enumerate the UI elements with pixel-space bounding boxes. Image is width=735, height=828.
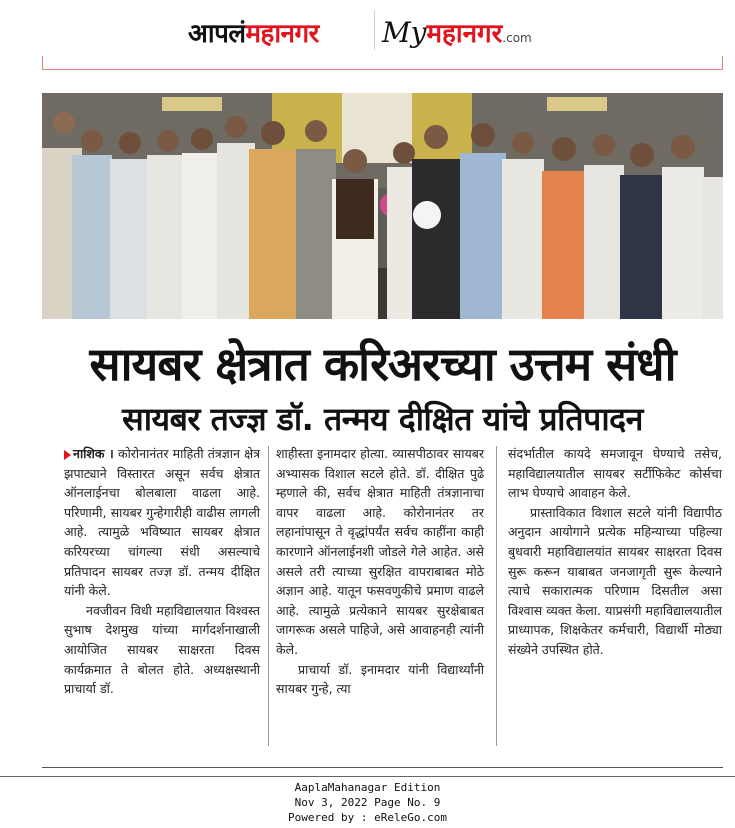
footer-edition: AaplaMahanagar Edition (294, 781, 441, 794)
logo-left-part-a: आपलं (188, 19, 246, 49)
logo-divider (374, 10, 375, 50)
apla-mahanagar-logo[interactable] (188, 14, 319, 50)
column-1-paragraph-1 (64, 444, 260, 601)
column-divider (268, 446, 269, 746)
footer (0, 780, 735, 825)
logo-right-mahanagar: महानगर (426, 19, 503, 49)
subheadline: सायबर तज्ज्ञ डॉ. तन्मय दीक्षित यांचे प्रतिपादन (122, 400, 643, 438)
group-photo-illustration (42, 93, 723, 319)
column-1-paragraph-2: नवजीवन विधी महाविद्यालयात विश्वस्त सुभाष देशमुख यांच्या मार्गदर्शनाखाली आयोजित सायबर साक्षरता दिवस कार्यक्रमात ते बोलत होते. अध्यक्षस्थानी प्राचार्या डॉ. (64, 602, 260, 697)
group-photo (42, 93, 723, 319)
logo-left-part-b: महानगर (245, 19, 319, 49)
column-3-paragraph-1: संदर्भातील कायदे समजावून घेण्याचे तसेच, महाविद्यालयातील सायबर सर्टीफिकेट कोर्सचा लाभ घेण्याचे आवाहन केले. (508, 446, 722, 501)
masthead (0, 0, 735, 68)
footer-rule (0, 776, 735, 777)
article-column-3 (508, 444, 722, 660)
column-divider (496, 446, 497, 746)
article-column-1 (64, 444, 260, 699)
dateline-marker-icon (64, 450, 71, 460)
footer-powered-by[interactable]: Powered by : eReleGo.com (288, 811, 447, 824)
footer-date-page: Nov 3, 2022 Page No. 9 (294, 796, 441, 809)
article-bottom-rule (42, 767, 723, 768)
logo-right-my: My (382, 16, 427, 49)
dateline: नाशिक । (73, 446, 114, 461)
column-2-paragraph-1: शाहीस्ता इनामदार होत्या. व्यासपीठावर सायबर अभ्यासक विशाल सटले होते. डॉ. दीक्षित पुढे म्हणाले की, सर्वच क्षेत्रात माहिती तंत्रज्ञानाचा वापर वाढला आहे. कोरोनानंतर तर लहानांपासून ते वृद्धांपर्यंत सर्वच काहींना काही कारणाने ऑनलाईनशी जोडले गेले आहेत. असे असले तरी त्याच्या सुरक्षित वापराबाबत मोठे अज्ञान आहे. यातून फसवणुकीचे प्रमाण वाढले आहे. त्यामुळे प्रत्येकाने सायबर सुरक्षेबाबत जागरूक असले पाहिजे, असे आवाहनही त्यांनी केले. (276, 446, 484, 657)
headline: सायबर क्षेत्रात करिअरच्या उत्तम संधी (89, 337, 676, 391)
logo-right-domain: .com (502, 31, 532, 45)
article-column-2 (276, 444, 484, 699)
column-1-paragraph-1-text: कोरोनानंतर माहिती तंत्रज्ञान क्षेत्र झपाट्याने विस्तारत असून सर्वच क्षेत्रात ऑनलाईनचा बोलबाला वाढला आहे. परिणामी, सायबर गुन्हेगारीही वाढीस लागली आहे. त्यामुळे भविष्यात सायबर क्षेत्रात करियरच्या चांगल्या संधी असल्याचे प्रतिपादन सायबर तज्ज्ञ डॉ. तन्मय दीक्षित यांनी केले. (64, 446, 261, 599)
column-2-paragraph-2: प्राचार्या डॉ. इनामदार यांनी विद्यार्थ्यांनी सायबर गुन्हे, त्या (276, 661, 484, 697)
header-frame (42, 56, 723, 70)
my-mahanagar-logo[interactable] (382, 14, 532, 50)
column-3-paragraph-2: प्रास्ताविकात विशाल सटले यांनी विद्यापीठ अनुदान आयोगाने प्रत्येक महिन्याच्या पहिल्या बुधवारी महाविद्यालयांत सायबर साक्षरता दिवस सुरू करून याबाबत जनजागृती सुरू केल्याने त्याचे सकारात्मक परिणाम दिसतील असा विश्वास व्यक्त केला. याप्रसंगी महाविद्यालयातील प्राध्यापक, शिक्षकेतर कर्मचारी, विद्यार्थी मोठ्या संख्येने उपस्थित होते. (508, 504, 722, 657)
